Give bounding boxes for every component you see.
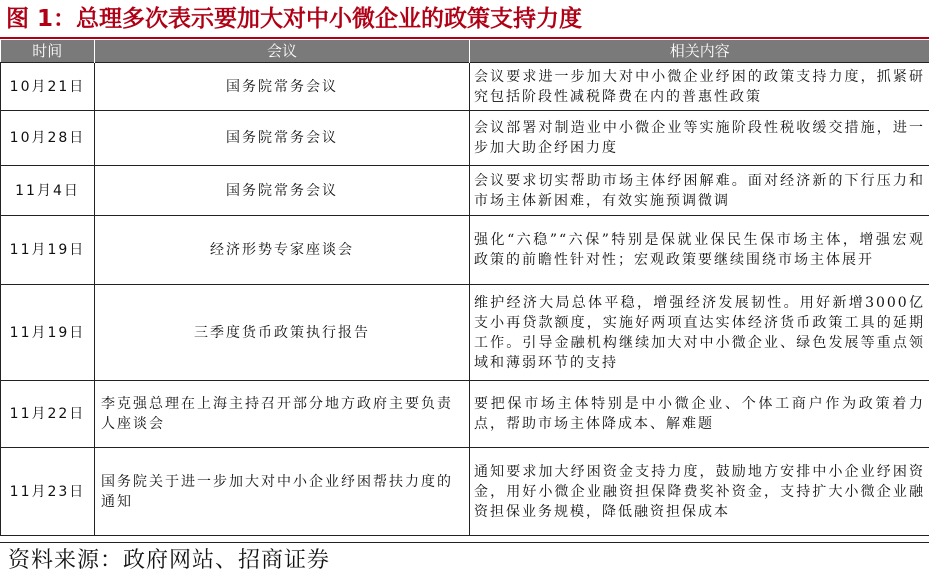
row-meeting: 国务院常务会议 [95,166,470,216]
table-row [1,63,929,111]
row-content: 要把保市场主体特别是中小微企业、个体工商户作为政策着力点，帮助市场主体降成本、解难题 [470,381,929,448]
table-row [1,448,929,536]
policy-table [0,40,929,536]
table-row [1,285,929,381]
row-meeting: 三季度货币政策执行报告 [95,285,470,381]
table-row [1,166,929,216]
row-meeting: 国务院常务会议 [95,63,470,111]
figure-title: 图 1：总理多次表示要加大对中小微企业的政策支持力度 [6,6,583,32]
header-date: 时间 [1,40,95,63]
row-date: 11月19日 [1,216,95,285]
title-divider [0,37,929,39]
row-content: 强化“六稳”“六保”特别是保就业保民生保市场主体，增强宏观政策的前瞻性针对性；宏观政策要继续围绕市场主体展开 [470,216,929,285]
source-note: 资料来源：政府网站、招商证券 [8,548,331,573]
row-date: 10月21日 [1,63,95,111]
header-meeting: 会议 [95,40,470,63]
row-content: 会议要求进一步加大对中小微企业纾困的政策支持力度，抓紧研究包括阶段性减税降费在内的普惠性政策 [470,63,929,111]
header-content: 相关内容 [470,40,929,63]
row-meeting: 国务院关于进一步加大对中小企业纾困帮扶力度的通知 [95,448,470,536]
footer-divider [0,542,929,543]
row-date: 10月28日 [1,111,95,166]
table-header-row [1,40,929,63]
row-date: 11月4日 [1,166,95,216]
row-date: 11月23日 [1,448,95,536]
row-content: 会议部署对制造业中小微企业等实施阶段性税收缓交措施，进一步加大助企纾困力度 [470,111,929,166]
row-meeting: 国务院常务会议 [95,111,470,166]
table-row [1,216,929,285]
table-row [1,381,929,448]
row-date: 11月22日 [1,381,95,448]
row-meeting: 李克强总理在上海主持召开部分地方政府主要负责人座谈会 [95,381,470,448]
table-row [1,111,929,166]
row-date: 11月19日 [1,285,95,381]
row-content: 通知要求加大纾困资金支持力度，鼓励地方安排中小企业纾困资金，用好小微企业融资担保降费奖补资金，支持扩大小微企业融资担保业务规模，降低融资担保成本 [470,448,929,536]
row-content: 维护经济大局总体平稳，增强经济发展韧性。用好新增3000亿支小再贷款额度，实施好两项直达实体经济货币政策工具的延期工作。引导金融机构继续加大对中小微企业、绿色发展等重点领域和薄弱环节的支持 [470,285,929,381]
row-meeting: 经济形势专家座谈会 [95,216,470,285]
row-content: 会议要求切实帮助市场主体纾困解难。面对经济新的下行压力和市场主体新困难，有效实施预调微调 [470,166,929,216]
